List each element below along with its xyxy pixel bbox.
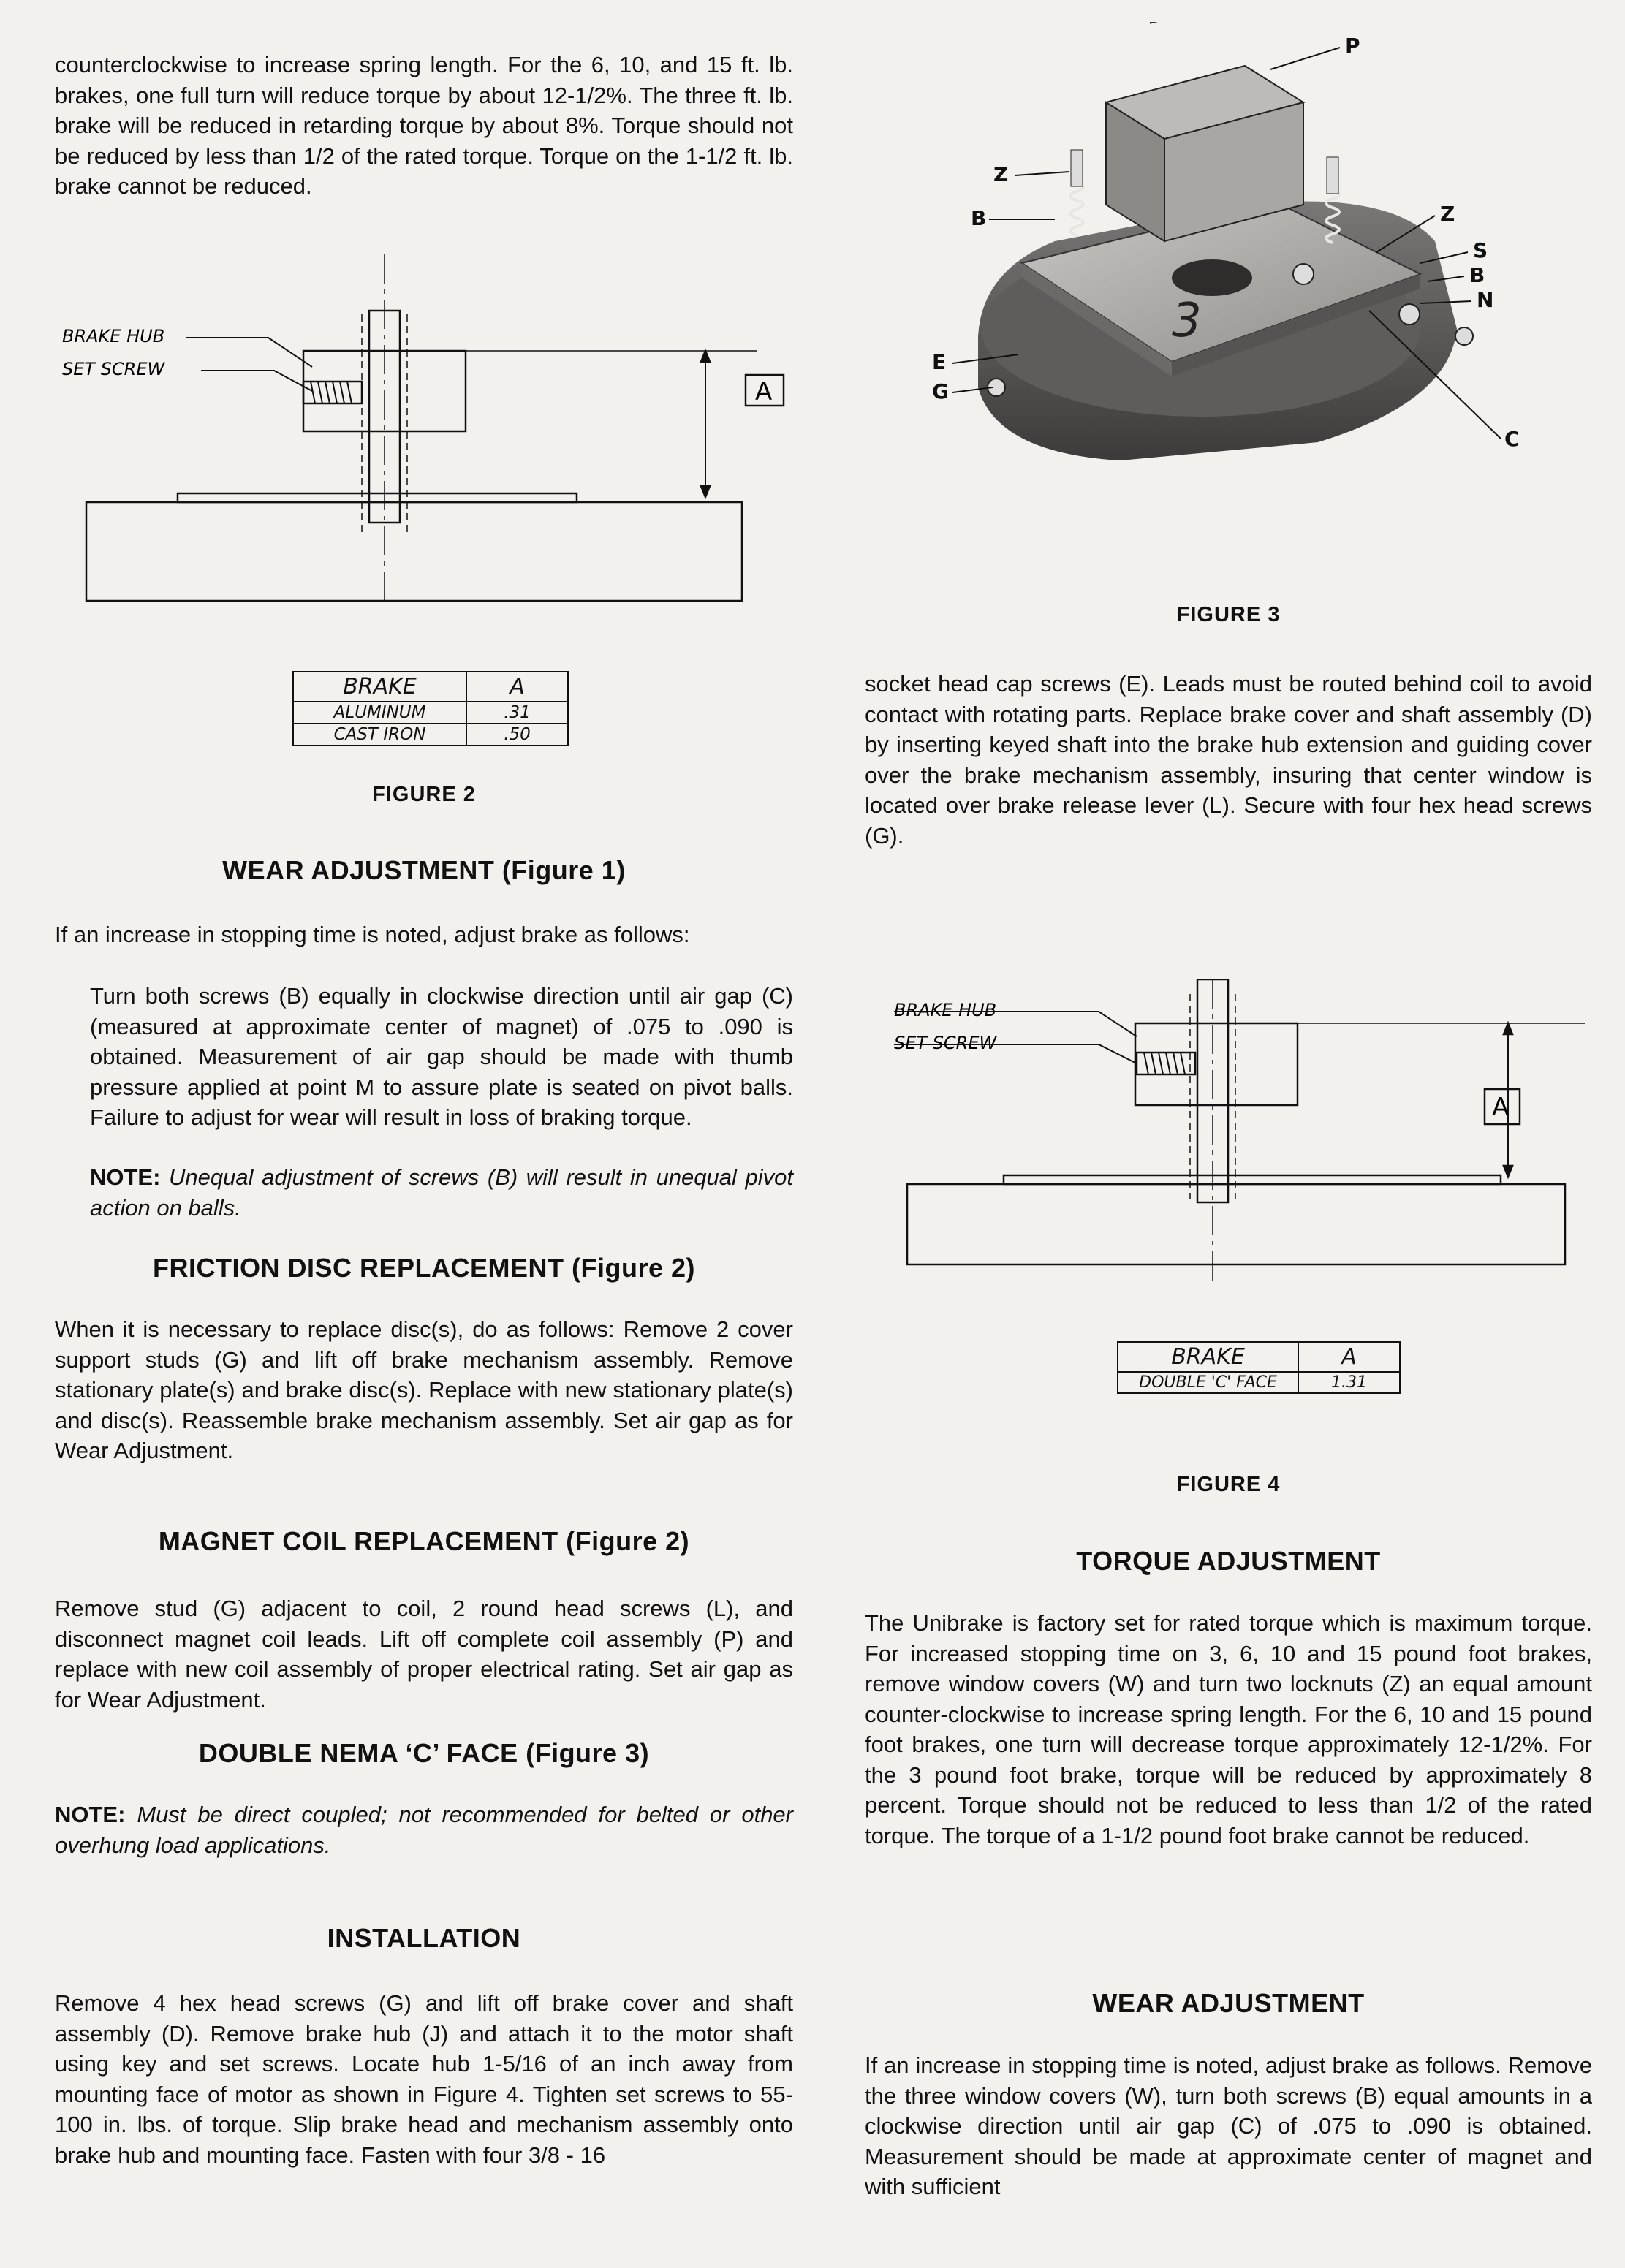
- heading-installation: INSTALLATION: [327, 1923, 521, 1953]
- table-header-brake: BRAKE: [293, 672, 466, 702]
- label-brake-hub: BRAKE HUB: [62, 326, 165, 346]
- friction-text: When it is necessary to replace disc(s), do as follows: Remove 2 cover support studs (G) and lift off brake mechanism assembly. Remove stationary plate(s) and brake disc(s). Replace with new stationary plate(s) and disc(s). Reassemble brake mechanism assembly. Set air gap as for Wear Adjustment.: [55, 1316, 793, 1463]
- torque-text: The Unibrake is factory set for rated torque which is maximum torque. For increased stopping time on 3, 6, 10 and 15 pound foot brakes, remove window covers (W) and turn two locknuts (Z) an equal amount counter-clockwise to increase spring length. For the 6, 10 and 15 pound foot brakes, one turn will decrease torque approximately 12-1/2%. For the 3 pound foot brake, torque will be reduced by approximately 8 percent. Torque should not be reduced to less than 1/2 of the rated torque. The torque of a 1-1/2 pound foot brake cannot be reduced.: [865, 1610, 1592, 1848]
- figure-2-table: [292, 671, 569, 746]
- table-cell: DOUBLE 'C' FACE: [1118, 1372, 1298, 1393]
- note-text: Must be direct coupled; not recommended for belted or other overhung load applications.: [55, 1802, 793, 1858]
- table-cell: 1.31: [1298, 1372, 1400, 1393]
- motor-face: [907, 1184, 1565, 1264]
- label-set-screw: SET SCREW: [894, 1033, 997, 1053]
- callout-z: Z: [1440, 202, 1455, 226]
- callout-n: N: [1477, 288, 1494, 312]
- heading-magnet-coil: MAGNET COIL REPLACEMENT (Figure 2): [158, 1526, 690, 1556]
- callout-p: P: [1345, 34, 1360, 58]
- center-window: [1172, 259, 1252, 296]
- callout-c: C: [1504, 427, 1520, 451]
- note-label: NOTE:: [55, 1802, 126, 1827]
- table-cell: .31: [466, 702, 568, 724]
- wear-intro: If an increase in stopping time is noted, adjust brake as follows:: [55, 922, 690, 947]
- paragraph-torque-continued: counterclockwise to increase spring length. For the 6, 10, and 15 ft. lb. brakes, one full turn will reduce torque by about 12-1/2%. The three ft. lb. brake will be reduced in retarding torque by about 8%. Torque should not be reduced by less than 1/2 of the rated torque. Torque on the 1-1/2 ft. lb. brake cannot be reduced.: [55, 52, 793, 199]
- callout-z: Z: [993, 162, 1009, 186]
- table-cell: CAST IRON: [293, 724, 466, 746]
- table-header-brake: BRAKE: [1118, 1342, 1298, 1372]
- figure-3-photo: [865, 22, 1592, 475]
- double-nema-note: [55, 1799, 793, 1860]
- callout-s: S: [1473, 238, 1488, 262]
- wear-note: [55, 1162, 793, 1223]
- callout-e: E: [932, 350, 947, 374]
- figure-2-drawing: [55, 241, 793, 651]
- figure-4-table: [1117, 1341, 1401, 1394]
- brake-hub: [1135, 1023, 1298, 1105]
- note-label: NOTE:: [90, 1164, 161, 1190]
- label-dimension-a: A: [755, 377, 773, 406]
- svg-text:3: 3: [1172, 294, 1202, 348]
- figure-3-caption: FIGURE 3: [1176, 603, 1281, 626]
- heading-wear-adjustment-fig1: WEAR ADJUSTMENT (Figure 1): [222, 855, 626, 885]
- figure-4-caption: FIGURE 4: [1176, 1473, 1281, 1496]
- magnet-text: Remove stud (G) adjacent to coil, 2 round head screws (L), and disconnect magnet coil leads. Lift off complete coil assembly (P) and replace with new coil assembly of proper electrical rating. Set air gap as for Wear Adjustment.: [55, 1596, 793, 1713]
- callout-b: B: [971, 206, 987, 230]
- note-text: Unequal adjustment of screws (B) will result in unequal pivot action on balls.: [90, 1164, 793, 1221]
- table-header-a: A: [466, 672, 568, 702]
- paragraph-coil-continued: socket head cap screws (E). Leads must be routed behind coil to avoid contact with rotating parts. Replace brake cover and shaft assembly (D) by inserting keyed shaft into the brake hub extension and guiding cover over the brake mechanism assembly, insuring that center window is located over brake release lever (L). Secure with four hex head screws (G).: [865, 671, 1592, 849]
- wear-step: Turn both screws (B) equally in clockwise direction until air gap (C) (measured at approximate center of magnet) of .075 to .090 is obtained. Measurement of air gap should be made with thumb pressure applied at point M to assure plate is seated on pivot balls. Failure to adjust for wear will result in loss of braking torque.: [90, 983, 793, 1130]
- label-dimension-a: A: [1492, 1093, 1510, 1122]
- heading-torque-adjustment: TORQUE ADJUSTMENT: [1076, 1546, 1381, 1576]
- wear-text: If an increase in stopping time is noted, adjust brake as follows. Remove the three window covers (W), turn both screws (B) equal amounts in a clockwise direction until air gap (C) of .075 to .090 is obtained. Measurement should be made at approximate center of magnet and with sufficient: [865, 2052, 1592, 2199]
- table-cell: ALUMINUM: [293, 702, 466, 724]
- installation-text: Remove 4 hex head screws (G) and lift off brake cover and shaft assembly (D). Remove brake hub (J) and attach it to the motor shaft using key and set screws. Locate hub 1-5/16 of an inch away from mounting face of motor as shown in Figure 4. Tighten set screws to 55-100 in. lbs. of torque. Slip brake head and mechanism assembly onto brake hub and mounting face. Fasten with four 3/8 - 16: [55, 1990, 793, 2168]
- label-brake-hub: BRAKE HUB: [894, 1000, 997, 1020]
- callout-g: G: [932, 379, 949, 403]
- callout-b: B: [1469, 263, 1485, 287]
- motor-face: [86, 502, 742, 601]
- label-set-screw: SET SCREW: [62, 359, 165, 379]
- table-header-a: A: [1298, 1342, 1400, 1372]
- heading-wear-adjustment: WEAR ADJUSTMENT: [1092, 1988, 1365, 2018]
- heading-friction-disc: FRICTION DISC REPLACEMENT (Figure 2): [152, 1253, 695, 1283]
- figure-2-caption: FIGURE 2: [372, 783, 476, 806]
- table-cell: .50: [466, 724, 568, 746]
- heading-double-nema: DOUBLE NEMA ‘C’ FACE (Figure 3): [198, 1738, 650, 1768]
- figure-4-drawing: [865, 979, 1592, 1316]
